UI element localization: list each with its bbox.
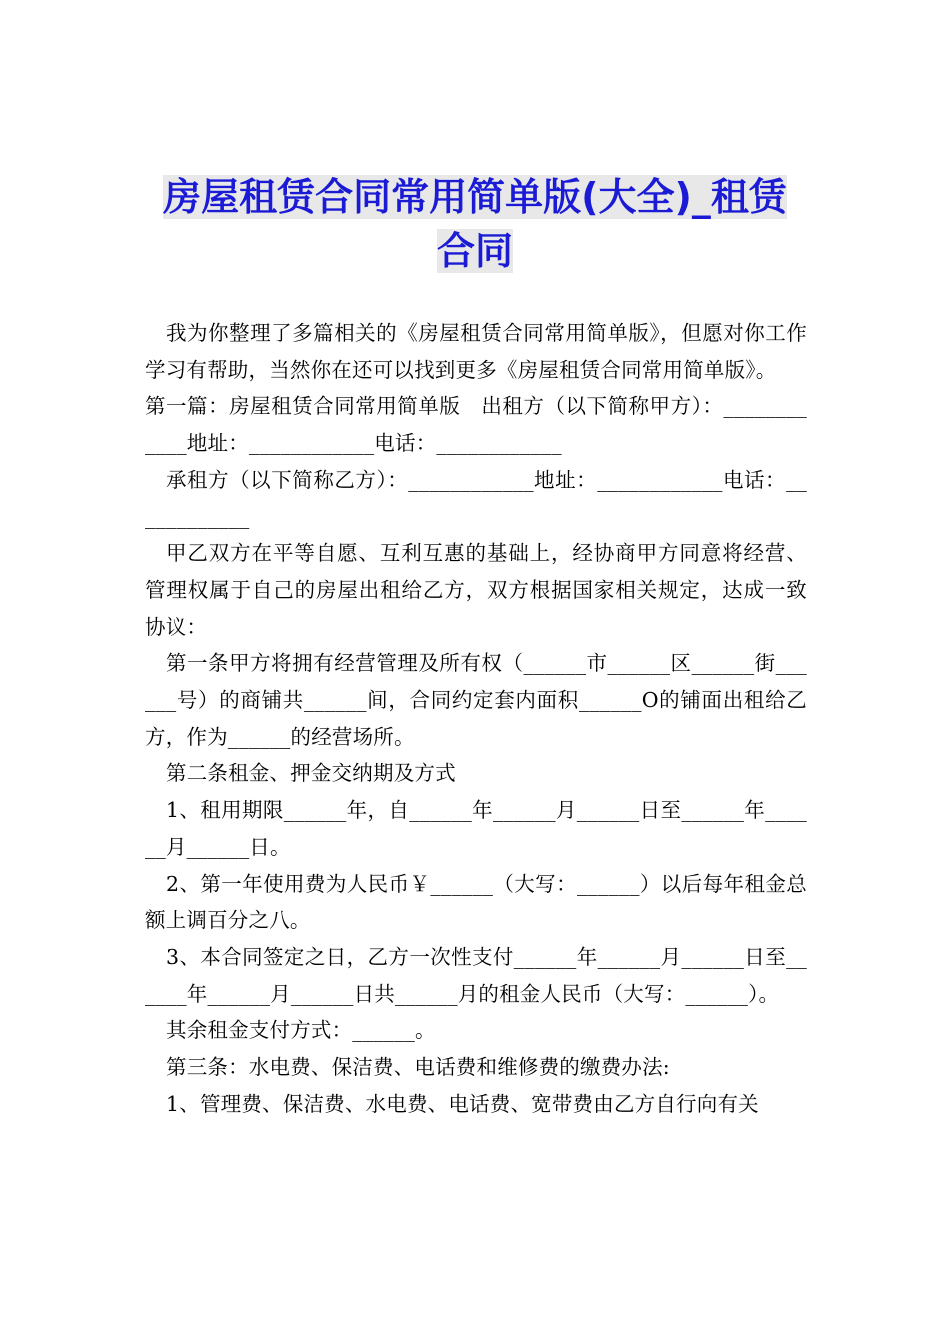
article-three-heading: 第三条：水电费、保洁费、电话费和维修费的缴费办法: bbox=[166, 1055, 670, 1080]
article-two-heading: 第二条租金、押金交纳期及方式 bbox=[166, 761, 456, 786]
remaining-rent-paragraph: 其余租金支付方式：______。 bbox=[166, 1018, 436, 1043]
title-line-2: 合同 bbox=[436, 229, 513, 273]
document-title bbox=[120, 170, 830, 278]
article-one-paragraph: 第一条甲方将拥有经营管理及所有权（______市______区______街______号）的商铺共______间，合同约定套内面积______O的铺面出租给乙方，作为______的经营场所。 bbox=[145, 651, 807, 749]
term-paragraph: 1、租用期限______年，自______年______月______日至______年______月______日。 bbox=[145, 798, 807, 859]
agreement-paragraph: 甲乙双方在平等自愿、互利互惠的基础上，经协商甲方同意将经营、管理权属于自己的房屋出租给乙方，双方根据国家相关规定，达成一致协议： bbox=[145, 541, 807, 639]
intro-paragraph: 我为你整理了多篇相关的《房屋租赁合同常用简单版》，但愿对你工作学习有帮助，当然你在还可以找到更多《房屋租赁合同常用简单版》。 bbox=[145, 321, 807, 382]
fees-paragraph: 1、管理费、保洁费、水电费、电话费、宽带费由乙方自行向有关 bbox=[166, 1091, 759, 1116]
chapter-one-paragraph: 第一篇：房屋租赁合同常用简单版 出租方（以下简称甲方）：____________地址：____________电话：____________ bbox=[145, 394, 807, 456]
title-line-1: 房屋租赁合同常用简单版(大全)_租赁 bbox=[163, 175, 787, 219]
payment-paragraph: 3、本合同签定之日，乙方一次性支付______年______月______日至______年______月______日共______月的租金人民币（大写：______）。 bbox=[145, 944, 807, 1006]
rent-paragraph: 2、第一年使用费为人民币￥______（大写：______）以后每年租金总额上调百分之八。 bbox=[145, 871, 807, 933]
document-body bbox=[145, 315, 807, 1122]
lessee-paragraph: 承租方（以下简称乙方）：____________地址：____________电话：____________ bbox=[145, 467, 807, 529]
